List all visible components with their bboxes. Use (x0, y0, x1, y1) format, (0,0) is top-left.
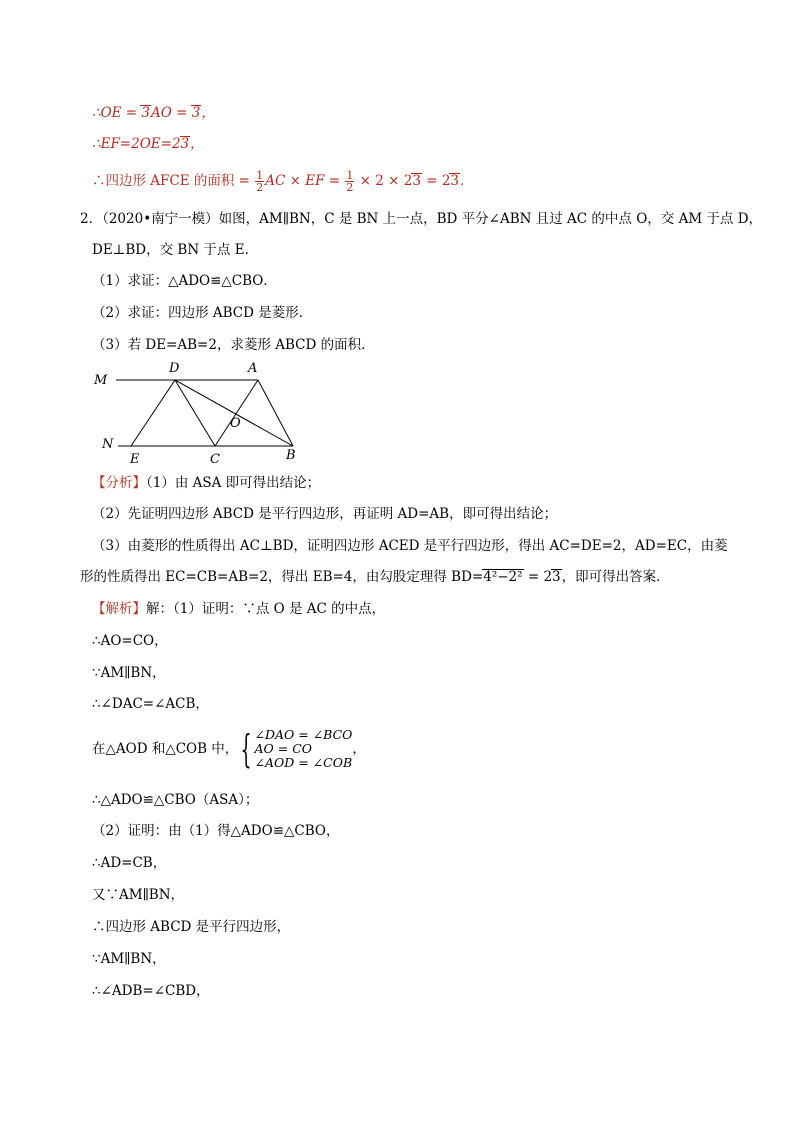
analysis-tag: 【分析】 (92, 475, 146, 491)
label-b: B (286, 448, 296, 463)
analysis-line-1: 【分析】（1）由 ASA 即可得出结论； (92, 475, 321, 491)
solution-line-3: ∴∠DAC=∠ACB， (92, 696, 209, 712)
geometry-figure (88, 356, 303, 466)
segment-de (131, 380, 175, 446)
solution-line-5: ∴△ADO≌△CBO（ASA）； (92, 792, 259, 808)
brace: { (240, 727, 252, 771)
solution-line-10: ∵AM∥BN， (92, 951, 166, 967)
line-area-afce: ∴四边形 AFCE 的面积 = $\frac{1}{2}$ AC × EF = $\frac{1}{2}$ × 2 × 23 = 23． (92, 169, 474, 194)
line-ef: ∴EF=2OE=23， (92, 136, 204, 152)
analysis-line-3: （3）由菱形的性质得出 AC⊥BD，证明四边形 ACED 是平行四边形，得出 AC=DE=2，AD=EC，由菱 (92, 538, 728, 554)
label-c: C (210, 452, 220, 466)
analysis-line-4: 形的性质得出 EC=CB=AB=2，得出 EB=4，由勾股定理得 BD=4²−2² = 23，即可得出答案． (80, 569, 670, 585)
solution-tag: 【解析】 (92, 601, 146, 617)
question-1: （1）求证：△ADO≌△CBO． (92, 273, 277, 289)
solution-line-1: ∴AO=CO， (92, 633, 168, 649)
solution-line-11: ∴∠ADB=∠CBD， (92, 983, 210, 999)
label-n: N (102, 437, 114, 452)
solution-line-8: 又∵AM∥BN， (92, 887, 185, 903)
label-o: O (230, 416, 241, 431)
label-m: M (94, 373, 108, 388)
solution-line-7: ∴AD=CB， (92, 855, 167, 871)
analysis-line-2: （2）先证明四边形 ABCD 是平行四边形，再证明 AD=AB，即可得出结论； (92, 506, 558, 522)
solution-line-0: 【解析】解：（1）证明：∵点 O 是 AC 的中点， (92, 601, 386, 617)
label-a: A (248, 361, 258, 376)
line-oe: ∴OE = 3AO = 3， (92, 105, 215, 121)
solution-line-4: 在△AOD 和△COB 中，{ ∠DAO = ∠BCO AO = CO ∠AOD = ∠COB ， (92, 727, 366, 771)
question-2: （2）求证：四边形 ABCD 是菱形． (92, 305, 313, 321)
question-3: （3）若 DE=AB=2，求菱形 ABCD 的面积． (92, 337, 375, 353)
problem-stem-1: 2．（2020•南宁一模）如图，AM∥BN，C 是 BN 上一点，BD 平分∠ABN 且过 AC 的中点 O，交 AM 于点 D， (80, 211, 763, 227)
solution-line-9: ∴四边形 ABCD 是平行四边形， (92, 919, 291, 935)
label-d: D (169, 361, 180, 376)
segment-dc (175, 380, 215, 446)
solution-line-6: （2）证明：由（1）得△ADO≌△CBO， (92, 823, 340, 839)
solution-line-2: ∵AM∥BN， (92, 665, 166, 681)
problem-stem-2: DE⊥BD，交 BN 于点 E． (92, 242, 259, 258)
label-e: E (130, 452, 140, 466)
segment-ac (215, 380, 258, 446)
condition-system: ∠DAO = ∠BCO AO = CO ∠AOD = ∠COB (254, 727, 353, 770)
